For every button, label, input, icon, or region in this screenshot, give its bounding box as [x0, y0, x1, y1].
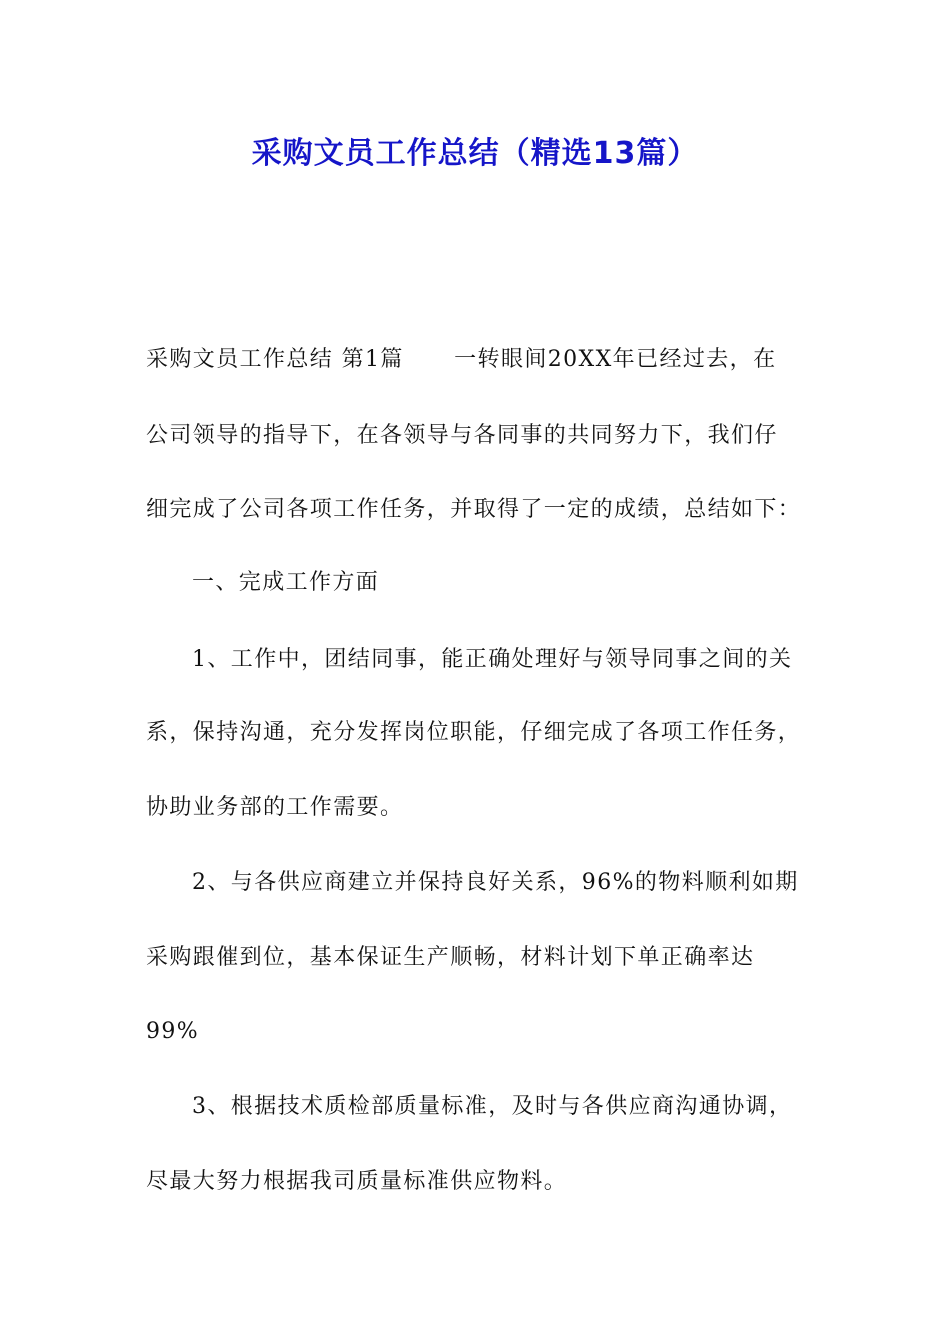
paragraph-line-7: 协助业务部的工作需要。 — [146, 795, 404, 820]
paragraph-line-8: 2、与各供应商建立并保持良好关系，96%的物料顺利如期 — [192, 870, 799, 895]
paragraph-line-11: 3、根据技术质检部质量标准，及时与各供应商沟通协调， — [192, 1094, 793, 1119]
paragraph-line-9: 采购跟催到位，基本保证生产顺畅，材料计划下单正确率达 — [146, 945, 755, 970]
paragraph-line-12: 尽最大努力根据我司质量标准供应物料。 — [146, 1169, 568, 1194]
paragraph-line-6: 系，保持沟通，充分发挥岗位职能，仔细完成了各项工作任务， — [146, 720, 802, 745]
paragraph-line-1: 采购文员工作总结 第1篇 一转眼间20XX年已经过去，在 — [146, 347, 777, 372]
paragraph-line-5: 1、工作中，团结同事，能正确处理好与领导同事之间的关 — [192, 647, 793, 672]
paragraph-line-3: 细完成了公司各项工作任务，并取得了一定的成绩，总结如下： — [146, 497, 802, 522]
section-heading: 一、完成工作方面 — [192, 570, 380, 595]
paragraph-line-10: 99% — [146, 1019, 200, 1044]
paragraph-line-2: 公司领导的指导下，在各领导与各同事的共同努力下，我们仔 — [146, 423, 778, 448]
document-title: 采购文员工作总结（精选13篇） — [251, 136, 699, 171]
